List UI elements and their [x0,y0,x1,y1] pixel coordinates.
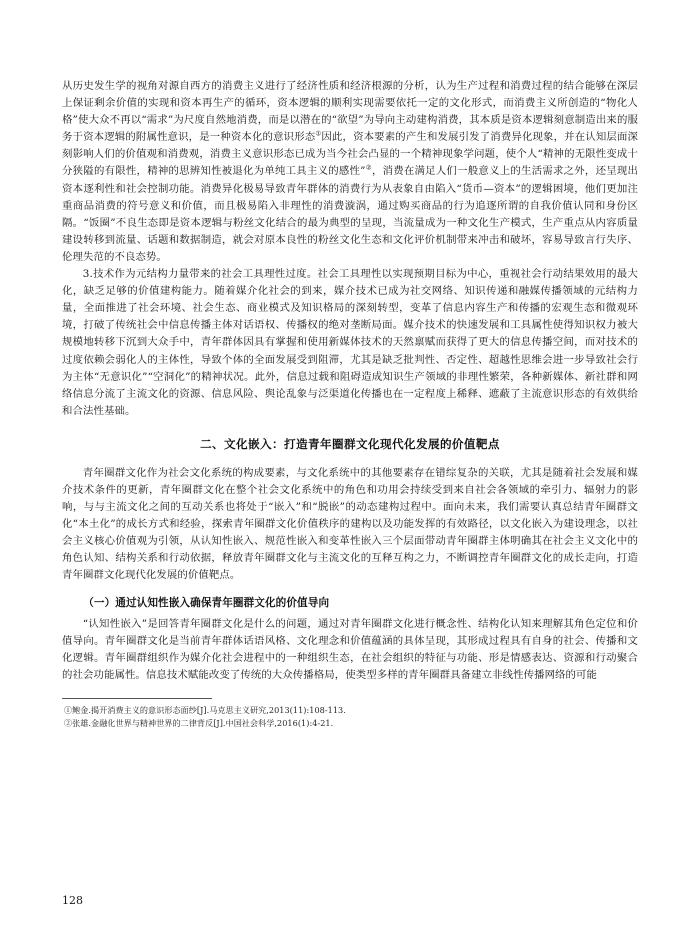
footnote-2: ②张雄.金融化世界与精神世界的二律背反[J].中国社会科学,2016(1):4-21. [64,718,334,729]
footnote-marker-2: ② [365,164,372,172]
page-number: 128 [62,894,83,907]
footnote-1: ①鲍金.揭开消费主义的意识形态面纱[J].马克思主义研究,2013(11):108-113. [64,704,346,715]
section-paragraph: 青年圈群文化作为社会文化系统的构成要素，与文化系统中的其他要素存在错综复杂的关联，尤其是随着社会发展和媒介技术条件的更新，青年圈群文化在整个社会文化系统中的角色和功用会持续受到来自社会各领域的牵引力、辐射力的影响，与与主流文化之间的互动关系也将处于“嵌入”和“脱嵌”的动态建构过程中。面向未来，我们需要认真总结青年圈群文化“本土化”的成长方式和经验，探索青年圈群文化价值秩序的建构以及功能发挥的有效路径，以文化嵌入为建设理念，以社会主义核心价值观为引领，从认知性嵌入、规范性嵌入和变革性嵌入三个层面带动青年圈群主体明确其在社会主义文化中的角色认知、结构关系和行动依据，释放青年圈群文化与主流文化的互释互构之力，不断调控青年圈群文化的成长走向，打造青年圈群文化现代化发展的价值靶点。 [62,466,638,582]
footnote-marker-1: ① [315,129,322,138]
section-heading: 二、文化嵌入：打造青年圈群文化现代化发展的价值靶点 [200,436,500,451]
sub-paragraph: “认知性嵌入”是回答青年圈群文化是什么的问题，通过对青年圈群文化进行概念性、结构化认知来理解其角色定位和价值导向。青年圈群文化是当前青年群体话语风格、文化理念和价值蕴涵的具体呈现，其形成过程具有自身的社会、传播和文化逻辑。青年圈群组织作为媒介化社会进程中的一种组织生态，在社会组织的特征与功能、形是情感表达、资源和行动聚合的社会功能属性。信息技术赋能改变了传统的大众传播格局，使类型多样的青年圈群具备建立非线性传播网络的可能 [62,617,638,681]
footnotes-block [62,698,638,730]
paragraph-1 [62,78,638,266]
paragraph-1-continued: 因此，资本要素的产生和发展引发了消费异化现象，并在认知层面深刻影响人们的价值观和消费观，消费主义意识形态已成为当今社会凸显的一个精神现象学问题，使个人“精神的无限性变成十分狭隘的有限性，精神的思辨知性被退化为单纯工具主义的感性” [62,131,638,178]
footnote-divider [62,698,212,699]
paragraph-1-text: 从历史发生学的视角对源自西方的消费主义进行了经济性质和经济根源的分析，认为生产过程和消费过程的结合能够在深层上保证剩余价值的实现和资本再生产的循环，资本逻辑的顺利实现需要依托一定的文化形式，而消费主义所创造的“物化人格”使大众不再以“需求”为尺度自然地消费，而是以潜在的“欲望”为导向主动建构消费，其本质是资本逻辑刻意制造出来的服务于资本逻辑的附属性意识，是一种资本化的意识形态 [62,80,638,144]
sub-heading: （一）通过认知性嵌入确保青年圈群文化的价值导向 [83,596,330,609]
page-body [62,78,638,684]
paragraph-2: 3.技术作为元结构力量带来的社会工具理性过度。社会工具理性以实现预期目标为中心，重视社会行动结果效用的最大化，缺乏足够的价值建构能力。随着媒介化社会的到来，媒介技术已成为社交网络、知识传递和融媒传播领域的元结构力量，全面推进了社会环境、社会生态、商业模式及知识格局的深刻转型，变革了信息内容生产和传播的宏观生态和微观环境，打破了传统社会中信息传播主体对话语权、传播权的绝对垄断局面。媒介技术的快速发展和工具属性使得知识权力被大规模地转移下沉到大众手中，青年群体因具有掌握和使用新媒体技术的天然禀赋而获得了更大的信息传播空间，而对技术的过度依赖会弱化人的主体性，导致个体的全面发展受到阻滞，尤其是缺乏批判性、否定性、超越性思维会进一步导致社会行为主体“无意识化”“空洞化”的精神状况。此外，信息过载和阻碍造成知识生产领域的非理性繁荣，各种新媒体、新社群和网络信息分流了主流文化的资源、信息风险、舆论乱象与泛渠道化传播也在一定程度上稀释、遮蔽了主流意识形态的有效供给和合法性基础。 [62,268,638,417]
paragraph-1-end: ，消费在满足人们一般意义上的生活需求之外，还呈现出资本逐利性和社会控制功能。消费异化极易导致青年群体的消费行为从表象自由陷入“货币—资本”的逻辑困境，他们更加注重商品消费的符号意义和价值，而且极易陷入非理性的消费漩涡，通过购买商品的行为追逐所谓的自我价值认同和身份区隔。“饭圈”不良生态即是资本逻辑与粉丝文化结合的最为典型的呈现，当流量成为一种文化生产模式，生产重点从内容质量建设转移到流量、话题和数据制造，就会对原本良性的粉丝文化生态和文化评价机制带来冲击和破坏，容易导致言行失序、伦理失范的不良态势。 [62,165,639,263]
